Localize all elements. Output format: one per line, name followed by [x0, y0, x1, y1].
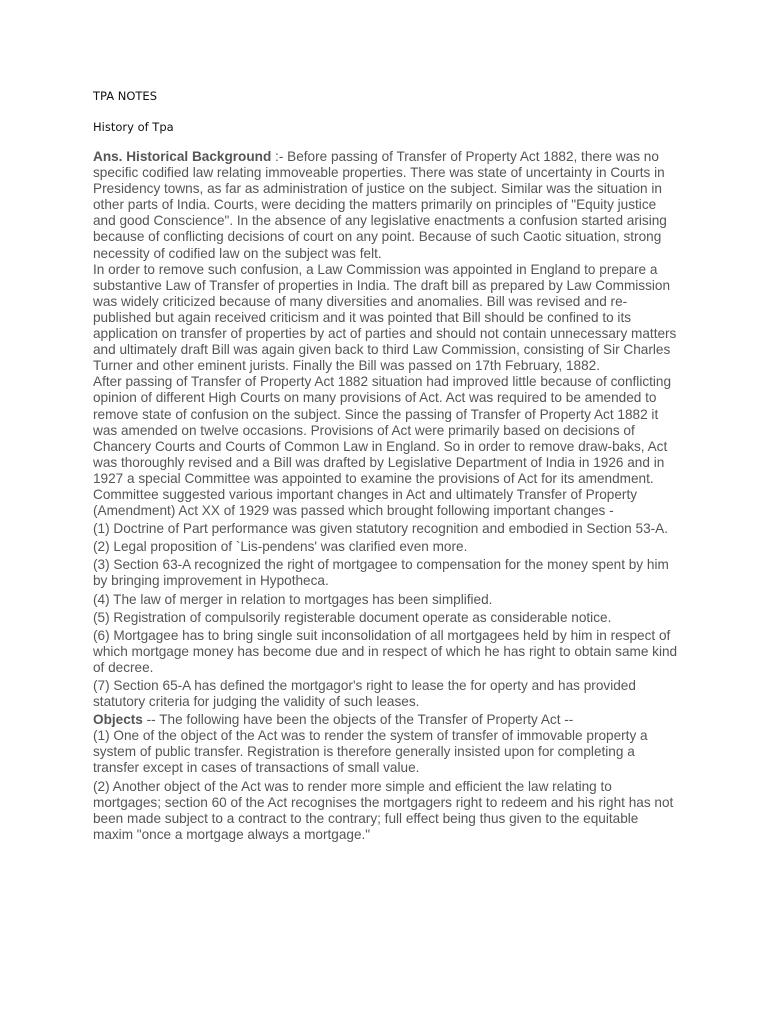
change-item-6: (6) Mortgagee has to bring single suit inconsolidation of all mortgagees held by him in respect of which mortgage money has become due and in respect of which he has right to obtain same kind of decree. [93, 627, 678, 675]
document-title: TPA NOTES [93, 89, 157, 103]
change-item-4: (4) The law of merger in relation to mortgages has been simplified. [93, 591, 493, 607]
document-body [93, 149, 679, 843]
change-item-2: (2) Legal proposition of `Lis-pendens' was clarified even more. [93, 539, 468, 555]
change-item-5: (5) Registration of compulsorily registerable document operate as considerable notice. [93, 609, 612, 625]
historical-background-paragraph [93, 149, 679, 262]
object-item-1: (1) One of the object of the Act was to render the system of transfer of immovable property a system of public transfer. Registration is therefore generally insisted upon for completing a transfer except in cases of transactions of small value. [93, 728, 648, 776]
objects-intro-text: -- The following have been the objects of the Transfer of Property Act -- [142, 712, 574, 728]
law-commission-paragraph: In order to remove such confusion, a Law Commission was appointed in England to prepare a substantive Law of Transfer of properties in India. The draft bill as prepared by Law Commission was widely criticized because of many diversities and anomalies. Bill was revised and re-published but again received criticism and it was pointed that Bill should be confined to its application on transfer of properties by act of parties and should not contain unnecessary matters and ultimately draft Bill was again given back to third Law Commission, consisting of Sir Charles Turner and other eminent jurists. Finally the Bill was passed on 17th February, 1882. [93, 261, 677, 374]
change-item-3: (3) Section 63-A recognized the right of mortgagee to compensation for the money spent by him by bringing improvement in Hypotheca. [93, 557, 669, 589]
change-item-1: (1) Doctrine of Part performance was given statutory recognition and embodied in Section 53-A. [93, 521, 669, 537]
object-item-2: (2) Another object of the Act was to render more simple and efficient the law relating to mortgages; section 60 of the Act recognises the mortgagers right to redeem and his right has not been made subject to a contract to the contrary; full effect being thus given to the equitable maxim "once a mortgage always a mortgage." [93, 778, 674, 842]
objects-paragraph [93, 712, 679, 728]
document-subtitle: History of Tpa [93, 120, 174, 134]
amendment-paragraph: After passing of Transfer of Property Act 1882 situation had improved little because of conflicting opinion of different High Courts on many provisions of Act. Act was required to be amended to remove state of confusion on the subject. Since the passing of Transfer of Property Act 1882 it was amended on twelve occasions. Provisions of Act were primarily based on decisions of Chancery Courts and Courts of Common Law in England. So in order to remove draw-baks, Act was thoroughly revised and a Bill was drafted by Legislative Department of India in 1926 and in 1927 a special Committee was appointed to examine the provisions of Act for its amendment. Committee suggested various important changes in Act and ultimately Transfer of Property (Amendment) Act XX of 1929 was passed which brought following important changes - [93, 374, 672, 519]
historical-background-lead: Ans. Historical Background [93, 149, 272, 164]
change-item-7: (7) Section 65-A has defined the mortgagor's right to lease the for operty and has provided statutory criteria for judging the validity of such leases. [93, 678, 636, 710]
objects-lead: Objects [93, 712, 143, 728]
historical-background-text: :- Before passing of Transfer of Property Act 1882, there was no specific codified law relating immoveable properties. There was state of uncertainty in Courts in Presidency towns, as far as administration of justice on the subject. Similar was the situation in other parts of India. Courts, were deciding the matters primarily on principles of "Equity justice and good Conscience". In the absence of any legislative enactments a confusion started arising because of conflicting decisions of court on any point. Because of such Caotic situation, strong necessity of codified law on the subject was felt. [93, 149, 667, 261]
